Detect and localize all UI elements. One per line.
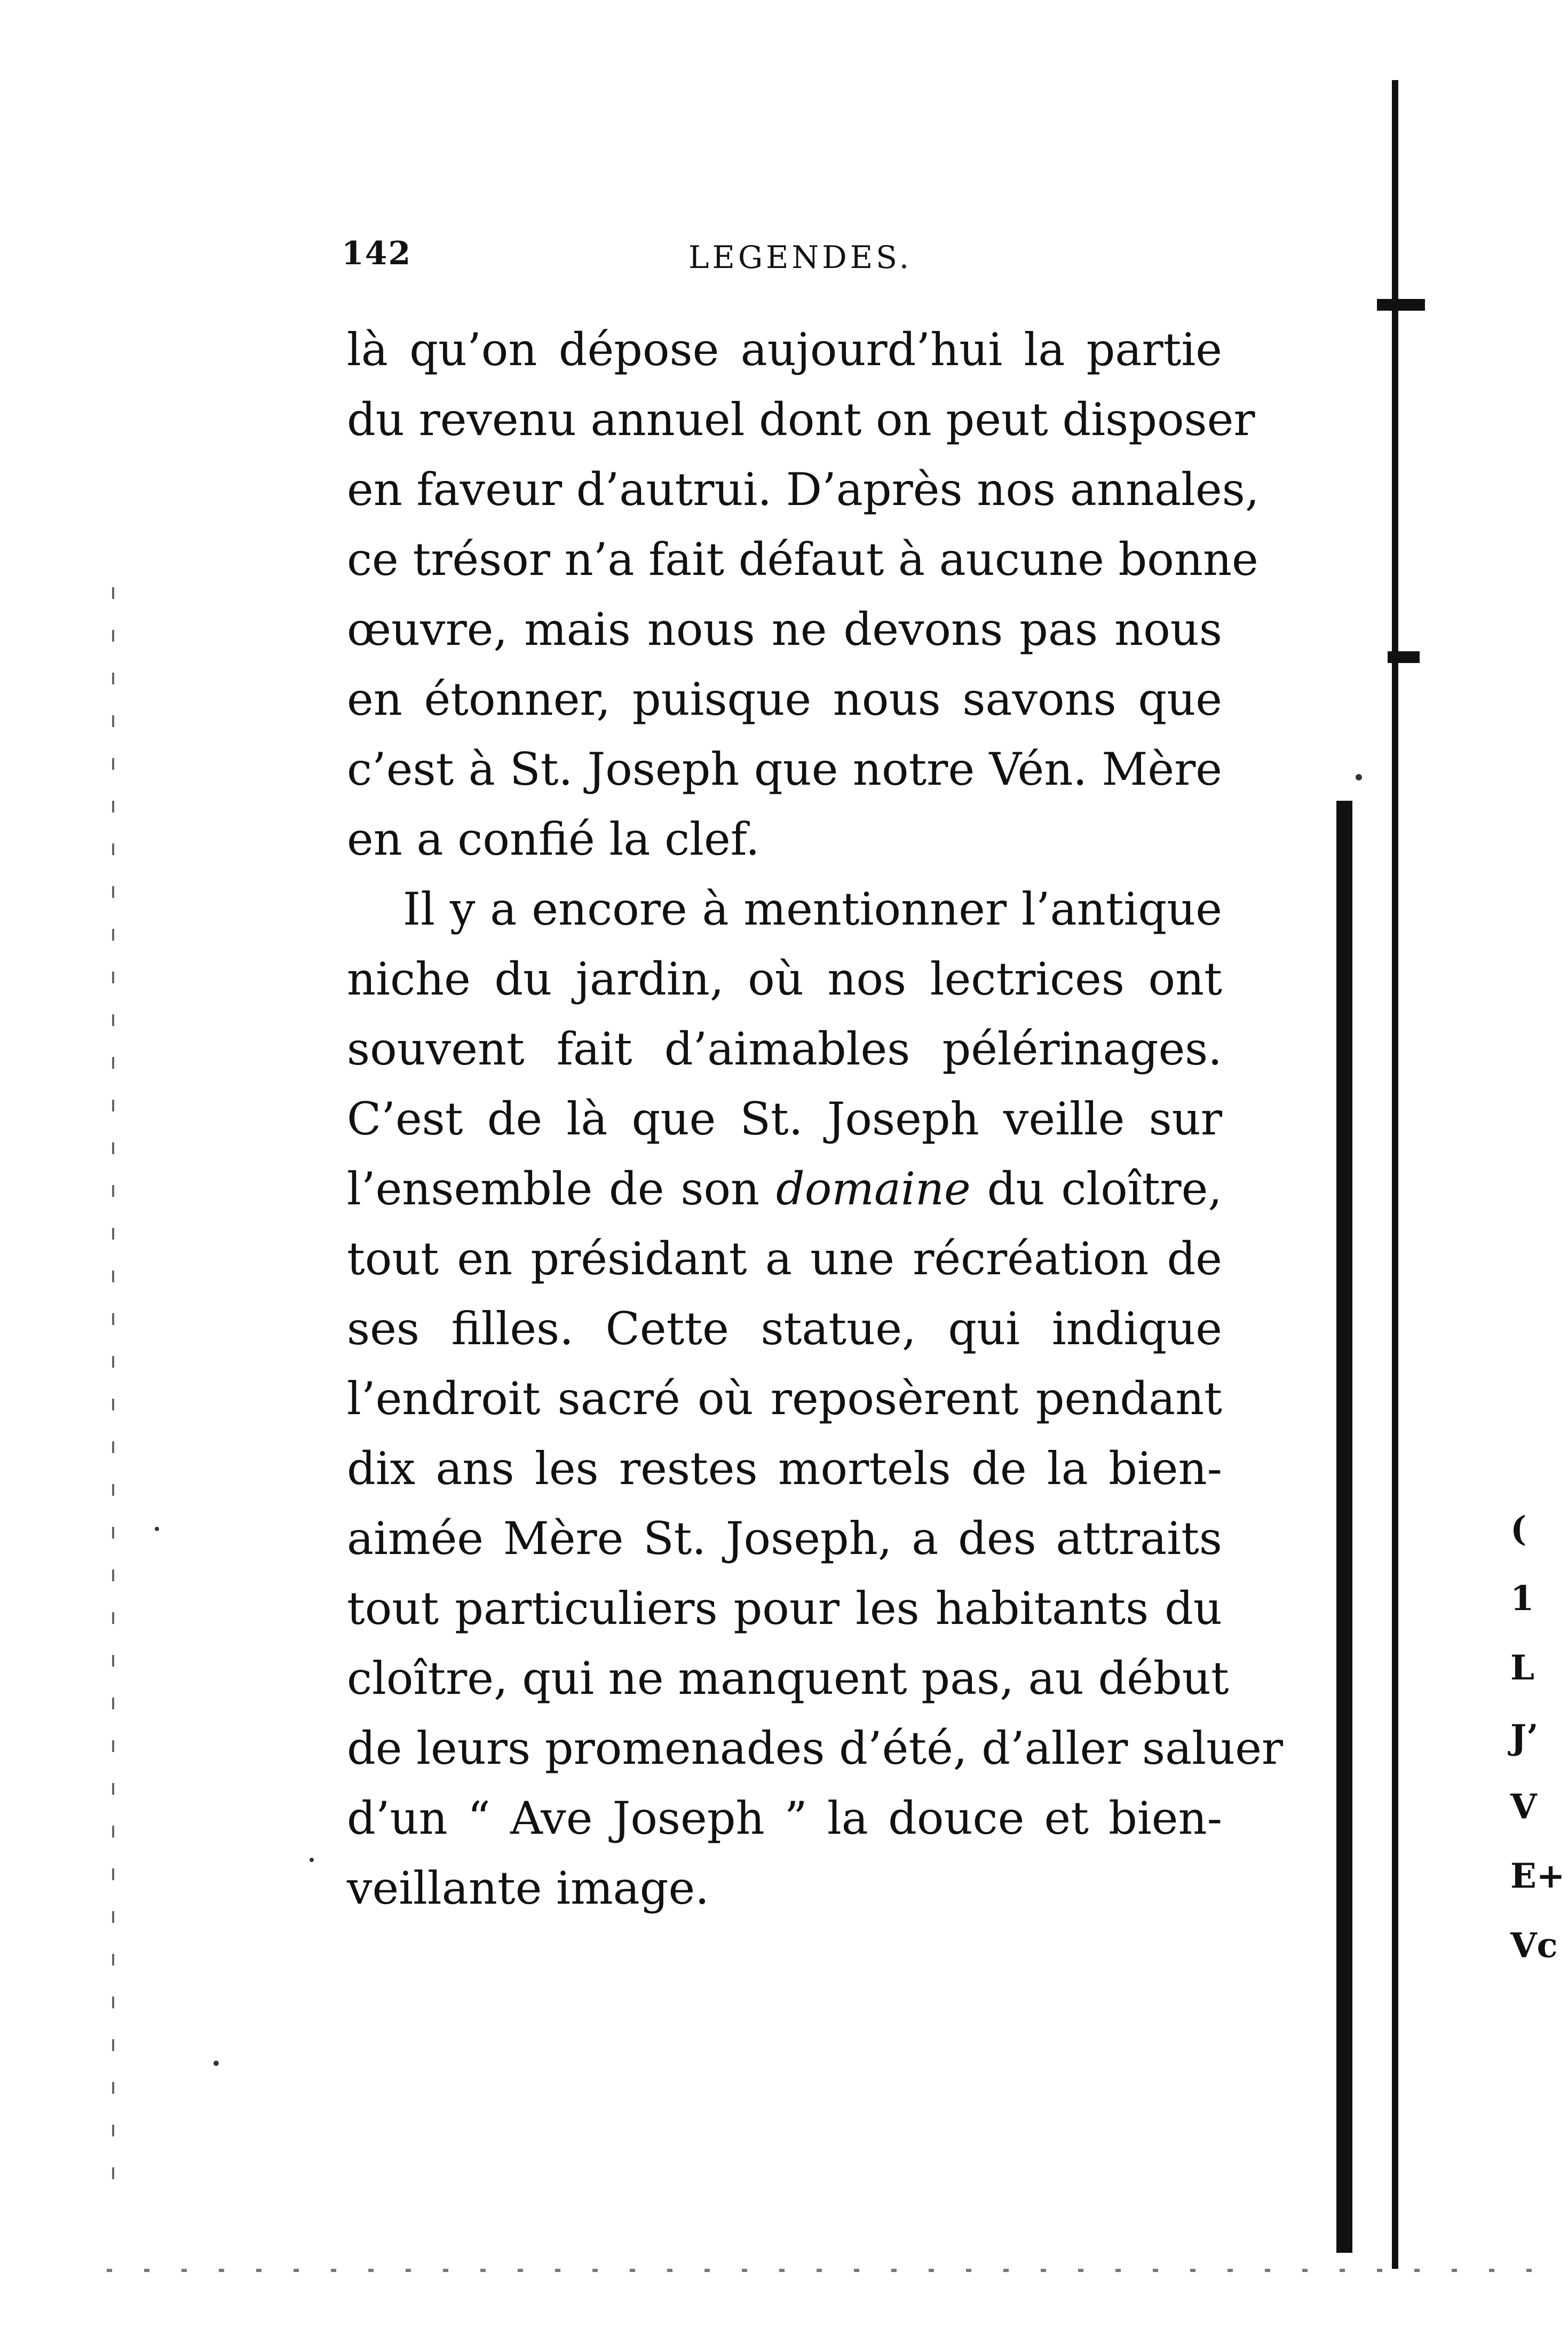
text-line: du revenu annuel dont on peut disposer [347, 393, 1255, 446]
text-line: en faveur d’autrui. D’après nos annales, [347, 463, 1260, 516]
facing-glyph: ( [1510, 1509, 1527, 1549]
page-number: 142 [342, 235, 412, 272]
paragraph-start: Il y a encore à mentionner l’antique [403, 883, 1222, 935]
facing-glyph: 1 [1510, 1579, 1534, 1619]
binding-line [1392, 80, 1398, 2269]
facing-glyph: L [1510, 1648, 1534, 1688]
text-segment: du cloître, [970, 1163, 1222, 1215]
text-line: niche du jardin, où nos lectrices ont [347, 953, 1222, 1005]
scan-speck [310, 1858, 314, 1862]
running-title: LEGENDES. [688, 239, 913, 275]
body-text [347, 315, 1284, 1923]
text-line: veillante image. [347, 1862, 709, 1914]
text-line: de leurs promenades d’été, d’aller saluer [347, 1722, 1284, 1774]
facing-glyph: E+ [1510, 1856, 1565, 1896]
text-line: cloître, qui ne manquent pas, au début [347, 1652, 1229, 1705]
scan-edge-noise [112, 587, 114, 2189]
text-line: c’est à St. Joseph que notre Vén. Mère [347, 743, 1222, 795]
text-line: dix ans les restes mortels de la bien- [347, 1442, 1222, 1495]
binding-shadow [1336, 801, 1352, 2253]
facing-page-fragment [1510, 1495, 1568, 1981]
binding-mark [1377, 299, 1425, 311]
text-segment: l’ensemble de son [347, 1163, 776, 1215]
text-line: là qu’on dépose aujourd’hui la partie [347, 324, 1222, 376]
text-line: d’un “ Ave Joseph ” la douce et bien- [347, 1792, 1222, 1844]
binding-mark [1388, 651, 1420, 663]
facing-glyph: V [1510, 1787, 1537, 1827]
italic-word: domaine [776, 1163, 971, 1215]
facing-glyph: J’ [1510, 1717, 1539, 1757]
text-line: en étonner, puisque nous savons que [347, 673, 1222, 725]
text-line: aimée Mère St. Joseph, a des attraits [347, 1512, 1222, 1565]
text-line: ce trésor n’a fait défaut à aucune bonne [347, 533, 1258, 586]
text-line: en a confié la clef. [347, 813, 760, 865]
text-line: souvent fait d’aimables pélérinages. [347, 1023, 1222, 1075]
scan-speck [1356, 774, 1362, 780]
text-line-with-italic [347, 1154, 1222, 1224]
facing-glyph: Vc [1510, 1926, 1558, 1966]
text-line: œuvre, mais nous ne devons pas nous [347, 603, 1222, 656]
text-line: C’est de là que St. Joseph veille sur [347, 1093, 1222, 1145]
scan-bottom-noise [107, 2269, 1548, 2272]
text-line: ses filles. Cette statue, qui indique [347, 1303, 1222, 1355]
text-line: tout en présidant a une récréation de [347, 1233, 1222, 1285]
text-line: l’endroit sacré où reposèrent pendant [347, 1372, 1222, 1425]
scan-speck [155, 1527, 159, 1531]
scan-speck [213, 2061, 219, 2066]
text-line: tout particuliers pour les habitants du [347, 1582, 1222, 1635]
